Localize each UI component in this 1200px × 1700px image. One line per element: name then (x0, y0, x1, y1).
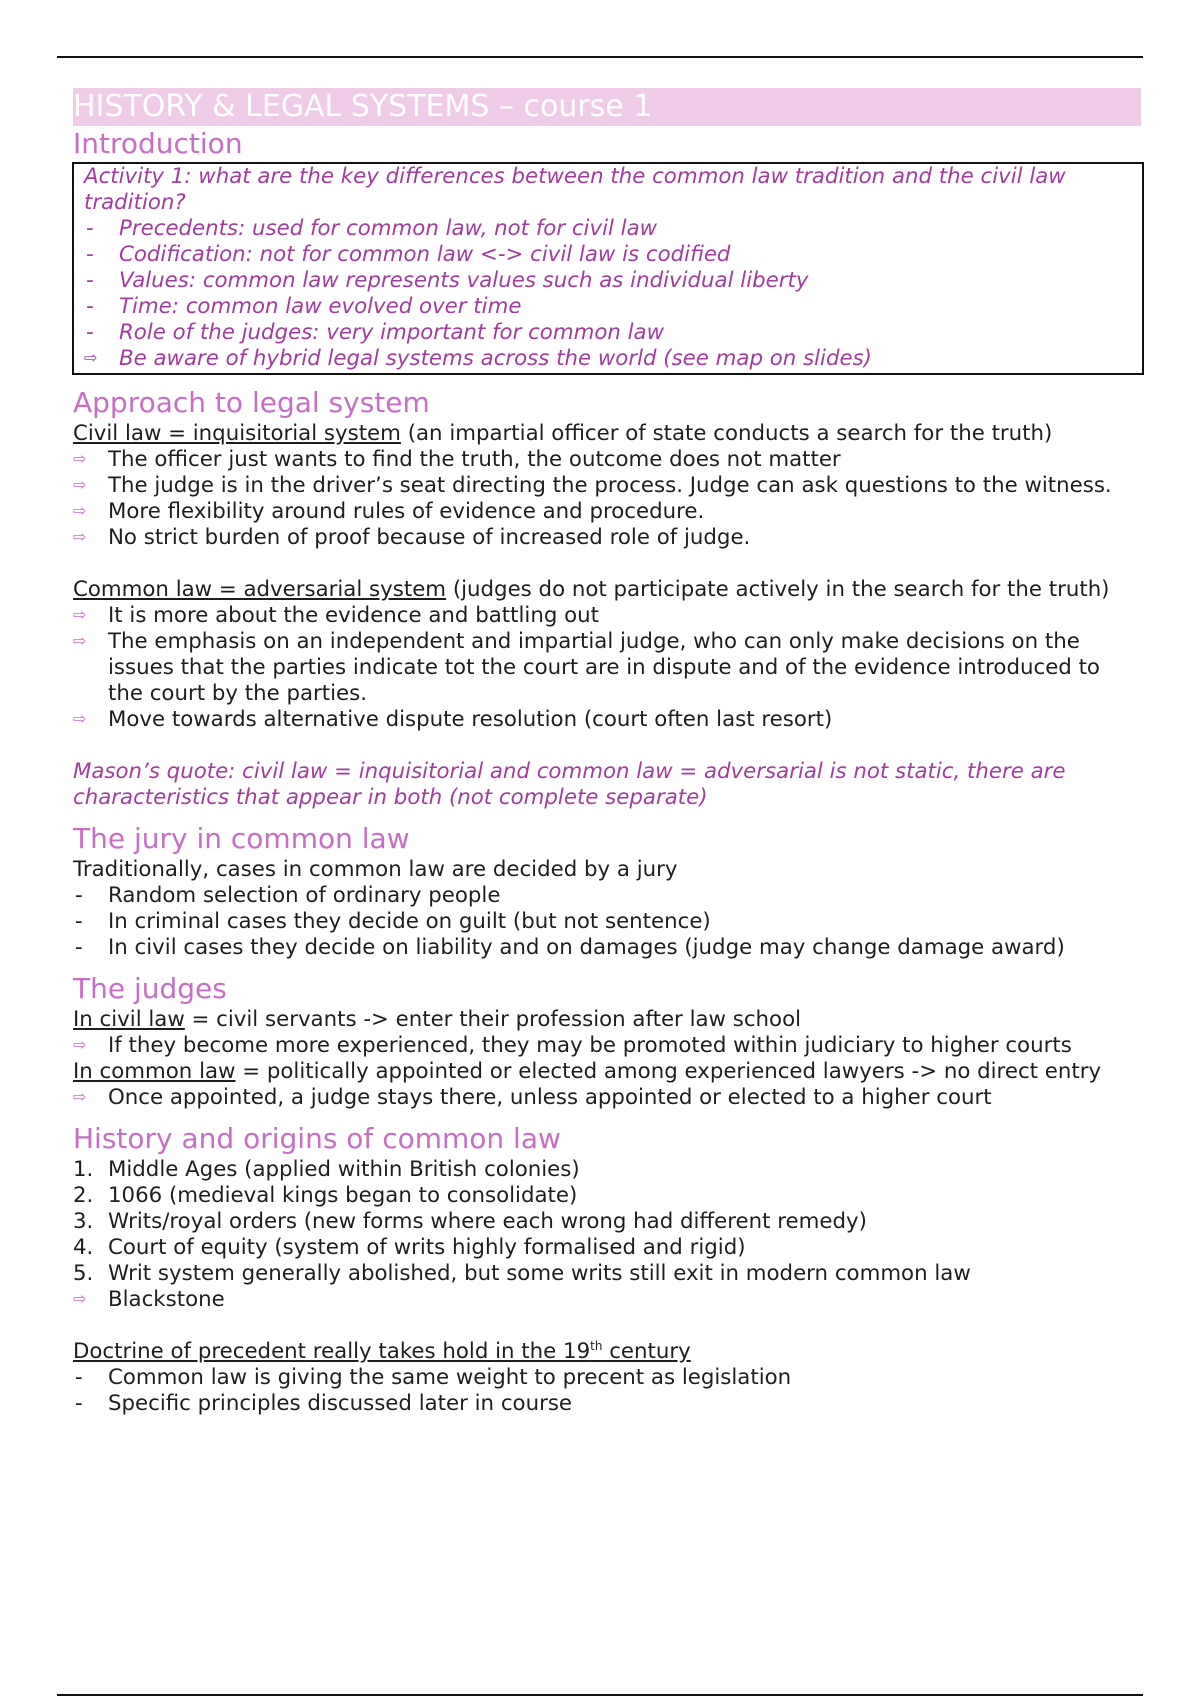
judges-civil-law: In civil law = civil servants -> enter their profession after law school (73, 1007, 802, 1032)
list-item: Random selection of ordinary people (108, 883, 501, 908)
arrow-icon: ⇨ (73, 1289, 87, 1308)
arrow-icon: ⇨ (73, 1087, 87, 1106)
bottom-rule (57, 1694, 1143, 1696)
activity-list (84, 216, 1134, 372)
jury-intro: Traditionally, cases in common law are decided by a jury (73, 857, 678, 882)
list-item: Specific principles discussed later in course (108, 1391, 573, 1416)
list-item: Codification: not for common law <-> civil law is codified (119, 242, 731, 267)
jury-heading: The jury in common law (73, 822, 410, 855)
list-item: ⇨ No strict burden of proof because of increased role of judge. (73, 525, 751, 550)
arrow-icon: ⇨ (73, 605, 87, 624)
arrow-icon: ⇨ (73, 501, 87, 520)
list-item: ⇨ The officer just wants to find the truth, the outcome does not matter (73, 447, 841, 472)
list-item: 4. Court of equity (system of writs highly formalised and rigid) (73, 1235, 746, 1260)
list-item: 1. Middle Ages (applied within British colonies) (73, 1157, 580, 1182)
judges-common-points (73, 1085, 1141, 1111)
activity-box (72, 162, 1144, 375)
arrow-icon: ⇨ (73, 631, 87, 650)
arrow-icon: ⇨ (73, 709, 87, 728)
history-heading: History and origins of common law (73, 1122, 561, 1155)
civil-law-definition: Civil law = inquisitorial system (an impartial officer of state conducts a search for the truth) (73, 421, 1053, 446)
judges-heading: The judges (73, 972, 227, 1005)
arrow-icon: ⇨ (73, 475, 87, 494)
arrow-icon: ⇨ (73, 1035, 87, 1054)
arrow-icon: ⇨ (84, 348, 98, 367)
activity-question: Activity 1: what are the key differences between the common law tradition and the civil law tradition? (84, 164, 1066, 215)
intro-heading: Introduction (73, 127, 243, 160)
arrow-icon: ⇨ (73, 527, 87, 546)
list-item: Values: common law represents values such as individual liberty (119, 268, 809, 293)
list-item: Precedents: used for common law, not for civil law (119, 216, 658, 241)
list-item: 3. Writs/royal orders (new forms where each wrong had different remedy) (73, 1209, 867, 1234)
top-rule (57, 56, 1143, 58)
list-item: Role of the judges: very important for common law (119, 320, 665, 345)
list-item: ⇨ It is more about the evidence and battling out (73, 603, 599, 628)
list-item: In civil cases they decide on liability and on damages (judge may change damage award) (108, 935, 1065, 960)
list-item: ⇨ Move towards alternative dispute resolution (court often last resort) (73, 707, 833, 732)
list-item: ⇨ The judge is in the driver’s seat directing the process. Judge can ask questions to the witness. (73, 473, 1112, 498)
list-item: Common law is giving the same weight to precent as legislation (108, 1365, 792, 1390)
common-law-definition: Common law = adversarial system (judges do not participate actively in the search for the truth) (73, 577, 1110, 602)
common-law-points (73, 603, 1141, 733)
list-item: ⇨ Blackstone (73, 1287, 225, 1312)
list-item: ⇨ More flexibility around rules of evidence and procedure. (73, 499, 705, 524)
judges-common-law: In common law = politically appointed or elected among experienced lawyers -> no direct entry (73, 1059, 1102, 1084)
list-item: 5. Writ system generally abolished, but some writs still exit in modern common law (73, 1261, 971, 1286)
judges-civil-points (73, 1033, 1141, 1059)
approach-heading: Approach to legal system (73, 386, 430, 419)
arrow-icon: ⇨ (73, 449, 87, 468)
jury-list (73, 883, 1141, 961)
list-item: ⇨ If they become more experienced, they may be promoted within judiciary to higher courts (73, 1033, 1072, 1058)
civil-law-points (73, 447, 1141, 551)
doctrine-list (73, 1365, 1141, 1417)
mason-quote: Mason’s quote: civil law = inquisitorial and common law = adversarial is not static, there are characteristics that appear in both (not complete separate) (73, 759, 1066, 810)
list-item: 2. 1066 (medieval kings began to consolidate) (73, 1183, 578, 1208)
list-item: ⇨ Be aware of hybrid legal systems across the world (see map on slides) (84, 346, 872, 371)
list-item: ⇨ Once appointed, a judge stays there, unless appointed or elected to a higher court (73, 1085, 992, 1110)
page-title: HISTORY & LEGAL SYSTEMS – course 1 (73, 88, 1141, 126)
list-item: In criminal cases they decide on guilt (but not sentence) (108, 909, 711, 934)
doctrine-heading: Doctrine of precedent really takes hold in the 19th century (73, 1338, 691, 1364)
list-item: Time: common law evolved over time (119, 294, 522, 319)
document-body (73, 88, 1141, 1417)
list-item: ⇨ The emphasis on an independent and impartial judge, who can only make decisions on the issues that the parties indicate tot the court are in dispute and of the evidence introduced to the court by the parties. (73, 629, 1100, 706)
history-numbered-list (73, 1157, 1141, 1313)
